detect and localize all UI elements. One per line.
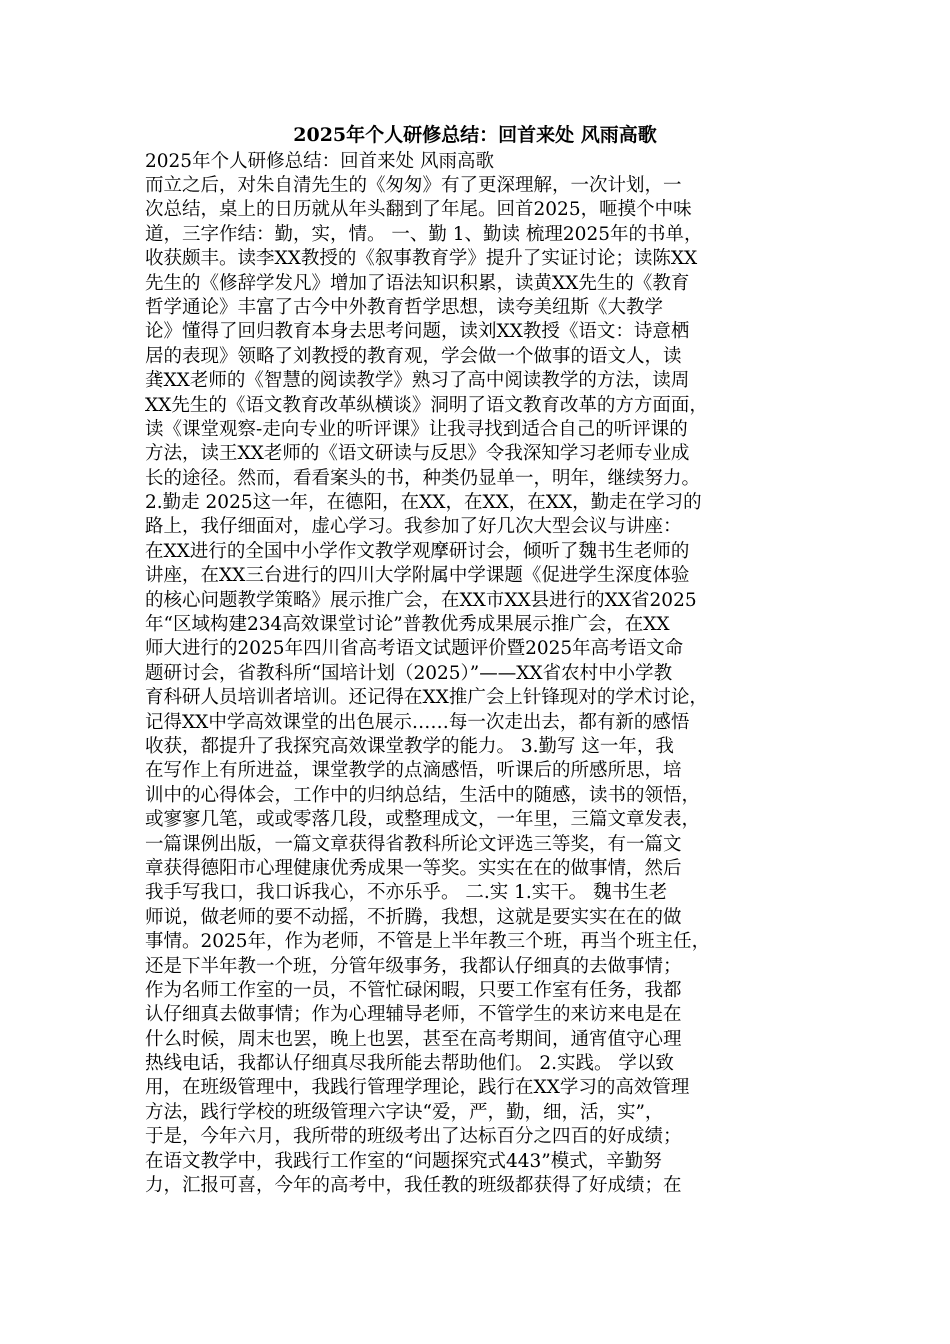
body-line: 于是，今年六月，我所带的班级考出了达标百分之四百的好成绩；: [145, 1126, 682, 1148]
body-line: 或寥寥几笔，或或零落几段，或整理成文，一年里，三篇文章发表，: [145, 809, 701, 831]
body-line: 一篇课例出版，一篇文章获得省教科所论文评选三等奖，有一篇文: [145, 833, 682, 855]
body-line: 在写作上有所进益，课堂教学的点滴感悟，听课后的所感所思，培: [145, 760, 682, 782]
body-line: 年“区域构建234高效课堂讨论”普教优秀成果展示推广会，在XX: [145, 614, 670, 636]
body-line: 路上，我仔细面对，虚心学习。我参加了好几次大型会议与讲座：: [145, 516, 682, 538]
body-line: 讲座，在XX三台进行的四川大学附属中学课题《促进学生深度体验: [145, 565, 690, 587]
body-line: 认仔细真去做事情；作为心理辅导老师，不管学生的来访来电是在: [145, 1004, 682, 1026]
body-line: 论》懂得了回归教育本身去思考问题，读刘XX教授《语文：诗意栖: [145, 321, 690, 343]
document-subtitle: 2025年个人研修总结：回首来处 风雨高歌: [145, 151, 494, 172]
body-line: 作为名师工作室的一员，不管忙碌闲暇，只要工作室有任务，我都: [145, 979, 682, 1001]
body-line: 记得XX中学高效课堂的出色展示……每一次走出去，都有新的感悟: [145, 711, 690, 733]
body-line: 读《课堂观察-走向专业的听评课》让我寻找到适合自己的听评课的: [145, 418, 688, 440]
body-line: 方法，践行学校的班级管理六字诀“爱，严，勤，细，活，实”，: [145, 1101, 664, 1123]
body-line: 次总结，桌上的日历就从年头翻到了年尾。回首2025，咂摸个中味: [145, 199, 692, 221]
body-line: 热线电话，我都认仔细真尽我所能去帮助他们。 2.实践。 学以致: [145, 1053, 674, 1075]
body-line: XX先生的《语文教育改革纵横谈》洞明了语文教育改革的方方面面，: [145, 394, 708, 416]
body-line: 什么时候，周末也罢，晚上也罢，甚至在高考期间，通宵值守心理: [145, 1028, 682, 1050]
body-line: 用，在班级管理中，我践行管理学理论，践行在XX学习的高效管理: [145, 1077, 690, 1099]
body-line: 的核心问题教学策略》展示推广会，在XX市XX县进行的XX省2025: [145, 589, 697, 611]
body-line: 长的途径。然而，看看案头的书，种类仍显单一，明年，继续努力。: [145, 467, 701, 489]
body-line: 居的表现》领略了刘教授的教育观，学会做一个做事的语文人，读: [145, 345, 682, 367]
body-line: 事情。2025年，作为老师，不管是上半年教三个班，再当个班主任，: [145, 931, 711, 953]
body-line: 收获颇丰。读李XX教授的《叙事教育学》提升了实证讨论；读陈XX: [145, 248, 698, 270]
body-line: 训中的心得体会，工作中的归纳总结，生活中的随感，读书的领悟，: [145, 784, 701, 806]
body-line: 师大进行的2025年四川省高考语文试题评价暨2025年高考语文命: [145, 638, 684, 660]
body-line: 章获得德阳市心理健康优秀成果一等奖。实实在在的做事情，然后: [145, 857, 682, 879]
body-line: 2.勤走 2025这一年，在德阳，在XX，在XX，在XX，勤走在学习的: [145, 492, 702, 514]
body-line: 方法，读王XX老师的《语文研读与反思》令我深知学习老师专业成: [145, 443, 690, 465]
body-line: 题研讨会，省教科所“国培计划（2025）”——XX省农村中小学教: [145, 662, 673, 684]
body-line: 龚XX老师的《智慧的阅读教学》熟习了高中阅读教学的方法，读周: [145, 370, 690, 392]
body-line: 收获，都提升了我探究高效课堂教学的能力。 3.勤写 这一年，我: [145, 735, 674, 757]
body-line: 而立之后，对朱自清先生的《匆匆》有了更深理解，一次计划，一: [145, 175, 682, 196]
document-title: 2025年个人研修总结：回首来处 风雨高歌: [293, 124, 657, 146]
body-line: 哲学通论》丰富了古今中外教育哲学思想，读夸美纽斯《大教学: [145, 296, 664, 318]
body-line: 在语文教学中，我践行工作室的“问题探究式443”模式，辛勤努: [145, 1150, 662, 1172]
body-line: 道，三字作结：勤，实，情。 一、勤 1、勤读 梳理2025年的书单，: [145, 223, 703, 245]
body-line: 育科研人员培训者培训。还记得在XX推广会上针锋现对的学术讨论，: [145, 687, 708, 709]
body-line: 先生的《修辞学发凡》增加了语法知识积累，读黄XX先生的《教育: [145, 272, 690, 294]
body-line: 在XX进行的全国中小学作文教学观摩研讨会，倾听了魏书生老师的: [145, 540, 690, 562]
document-body: [145, 174, 810, 1198]
body-line: 还是下半年教一个班，分管年级事务，我都认仔细真的去做事情；: [145, 955, 682, 977]
body-line: 师说，做老师的要不动摇，不折腾，我想，这就是要实实在在的做: [145, 906, 682, 928]
body-line: 力，汇报可喜，今年的高考中，我任教的班级都获得了好成绩；在: [145, 1175, 682, 1197]
body-line: 我手写我口，我口诉我心，不亦乐乎。 二.实 1.实干。 魏书生老: [145, 882, 668, 904]
